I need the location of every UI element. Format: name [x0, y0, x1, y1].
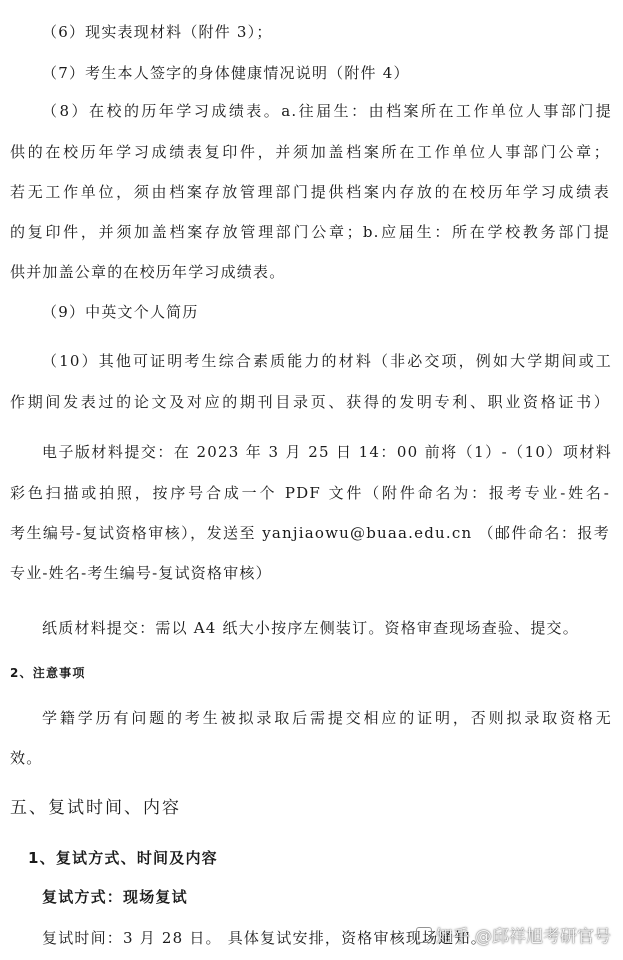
electronic-submission-line-4: 专业-姓名-考生编号-复试资格审核） [10, 564, 272, 582]
material-item-8-line-3: 若无工作单位，须由档案存放管理部门提供档案内存放的在校历年学习成绩表 [10, 183, 610, 201]
interview-time: 复试时间：3 月 28 日。 具体复试安排，资格审核现场通知。 [42, 929, 487, 947]
material-item-9: （9）中英文个人简历 [42, 303, 199, 321]
electronic-submission-line-3: 考生编号-复试资格审核），发送至 yanjiaowu@buaa.edu.cn （邮件命名：报考 [10, 524, 610, 542]
zhihu-logo-icon [416, 927, 432, 943]
material-item-10-line-1: （10）其他可证明考生综合素质能力的材料（非必交项，例如大学期间或工 [42, 352, 612, 370]
watermark [416, 922, 611, 947]
notice-line-2: 效。 [10, 749, 43, 767]
watermark-text: 知乎 @邱祥旭考研官号 [435, 927, 611, 947]
notice-line-1: 学籍学历有问题的考生被拟录取后需提交相应的证明，否则拟录取资格无 [42, 709, 612, 727]
material-item-8-line-2: 供的在校历年学习成绩表复印件，并须加盖档案所在工作单位人事部门公章； [10, 143, 610, 161]
material-item-8-line-5: 供并加盖公章的在校历年学习成绩表。 [10, 263, 286, 281]
material-item-10-line-2: 作期间发表过的论文及对应的期刊目录页、获得的发明专利、职业资格证书） [10, 393, 610, 411]
material-item-8-line-4: 的复印件，并须加盖档案存放管理部门公章；b.应届生：所在学校教务部门提 [10, 223, 610, 241]
notice-heading: 2、注意事项 [10, 666, 86, 680]
section-5-heading: 五、复试时间、内容 [10, 798, 181, 818]
section-5-subheading: 1、复试方式、时间及内容 [28, 849, 218, 867]
interview-method: 复试方式：现场复试 [42, 888, 188, 906]
paper-submission: 纸质材料提交：需以 A4 纸大小按序左侧装订。资格审查现场查验、提交。 [42, 619, 579, 637]
material-item-6: （6）现实表现材料（附件 3）； [42, 23, 273, 41]
electronic-submission-line-2: 彩色扫描或拍照，按序号合成一个 PDF 文件（附件命名为：报考专业-姓名- [10, 484, 610, 502]
material-item-7: （7）考生本人签字的身体健康情况说明（附件 4） [42, 64, 410, 82]
electronic-submission-line-1: 电子版材料提交：在 2023 年 3 月 25 日 14：00 前将（1）-（10）项材料 [42, 443, 612, 461]
material-item-8-line-1: （8）在校的历年学习成绩表。a.往届生：由档案所在工作单位人事部门提 [42, 102, 612, 120]
